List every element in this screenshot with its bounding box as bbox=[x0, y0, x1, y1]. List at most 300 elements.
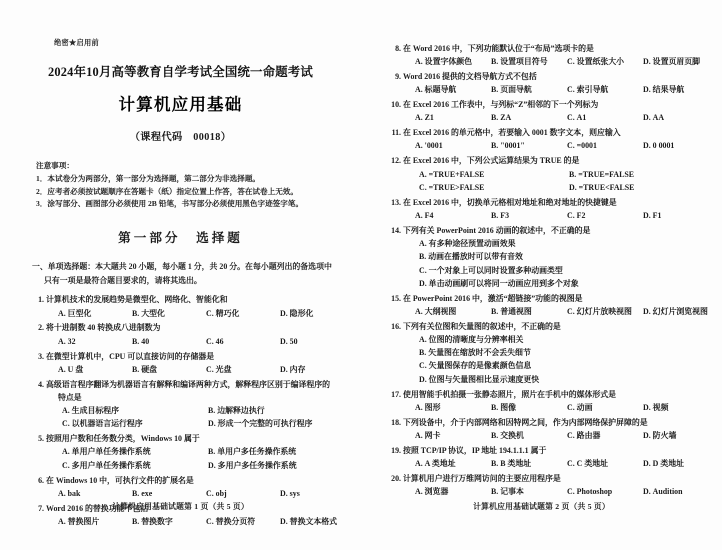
option-label: A. bbox=[415, 306, 423, 316]
option-text: 图形 bbox=[424, 402, 441, 412]
option-label: C. bbox=[206, 488, 214, 498]
option-b[interactable] bbox=[132, 307, 206, 320]
option-label: B. bbox=[132, 516, 140, 526]
option-a[interactable] bbox=[58, 515, 132, 528]
question-item bbox=[389, 42, 719, 69]
option-text: 生成目标程序 bbox=[71, 406, 120, 416]
option-text: F1 bbox=[652, 210, 662, 220]
question-text: 计算机用户进行万维网访问的主要应用程序是 bbox=[403, 473, 561, 483]
option-d[interactable] bbox=[208, 459, 354, 472]
option-c[interactable] bbox=[567, 209, 643, 222]
option-a[interactable] bbox=[415, 139, 491, 152]
option-group bbox=[389, 111, 719, 124]
option-label: D. bbox=[643, 487, 651, 496]
option-text: 单击动画刷可以将同一动画应用到多个对象 bbox=[428, 278, 579, 288]
option-label: A. bbox=[58, 488, 66, 498]
option-text: 页面导航 bbox=[500, 85, 532, 95]
question-item bbox=[389, 416, 719, 443]
option-row bbox=[58, 363, 354, 376]
option-d[interactable] bbox=[643, 209, 719, 222]
option-group bbox=[32, 487, 354, 500]
question-item bbox=[389, 292, 719, 319]
option-a[interactable] bbox=[419, 168, 569, 181]
option-text: B 类地址 bbox=[500, 458, 532, 468]
option-label: A. bbox=[415, 487, 423, 496]
option-label: B. bbox=[491, 210, 499, 220]
question-item bbox=[32, 293, 354, 320]
option-text: 防火墙 bbox=[652, 430, 677, 440]
option-b[interactable] bbox=[132, 363, 206, 376]
option-a[interactable] bbox=[415, 401, 491, 414]
option-label: C. bbox=[419, 265, 427, 275]
option-c[interactable] bbox=[567, 305, 643, 318]
option-row bbox=[415, 305, 719, 318]
question-number: 18. bbox=[391, 417, 401, 427]
option-label: A. bbox=[415, 113, 423, 123]
option-b[interactable] bbox=[491, 111, 567, 124]
option-b[interactable] bbox=[491, 457, 567, 470]
question-stem bbox=[32, 378, 354, 391]
option-text: 浏览器 bbox=[424, 487, 449, 496]
option-text: =0001 bbox=[576, 141, 597, 151]
option-d[interactable] bbox=[419, 277, 719, 290]
option-label: D. bbox=[280, 336, 288, 346]
option-a[interactable] bbox=[415, 111, 491, 124]
option-text: F4 bbox=[424, 210, 434, 220]
option-label: C. bbox=[567, 458, 575, 468]
option-text: exe bbox=[141, 488, 153, 498]
option-b[interactable] bbox=[132, 515, 206, 528]
exam-notes bbox=[36, 160, 347, 210]
question-stem bbox=[389, 320, 719, 333]
question-item bbox=[32, 432, 354, 472]
option-group bbox=[32, 445, 354, 472]
option-c[interactable] bbox=[206, 487, 280, 500]
option-b[interactable] bbox=[491, 209, 567, 222]
option-d[interactable] bbox=[208, 417, 354, 430]
option-text: D 类地址 bbox=[652, 458, 685, 468]
exam-title: 2024年10月高等教育自学考试全国统一命题考试 bbox=[47, 65, 313, 79]
question-stem bbox=[389, 42, 719, 55]
option-a[interactable] bbox=[415, 485, 491, 498]
option-text: 大型化 bbox=[141, 308, 165, 318]
option-d[interactable] bbox=[280, 335, 354, 348]
question-text: Word 2016 的替换功能不包括 bbox=[46, 503, 149, 513]
question-item bbox=[389, 70, 719, 97]
option-row bbox=[58, 515, 354, 528]
option-row bbox=[58, 307, 354, 320]
option-a[interactable] bbox=[415, 83, 491, 96]
question-text: 按照用户数和任务数分类，Windows 10 属于 bbox=[46, 434, 200, 444]
option-label: D. bbox=[280, 364, 288, 374]
question-stem bbox=[389, 472, 719, 485]
option-row bbox=[419, 264, 719, 277]
option-d[interactable] bbox=[643, 305, 719, 318]
option-d[interactable] bbox=[643, 457, 719, 470]
option-a[interactable] bbox=[58, 363, 132, 376]
option-a[interactable] bbox=[415, 457, 491, 470]
option-text: 形成一个完整的可执行程序 bbox=[217, 419, 313, 429]
option-c[interactable] bbox=[567, 111, 643, 124]
option-d[interactable] bbox=[280, 515, 354, 528]
question-list-page2 bbox=[389, 42, 719, 498]
option-b[interactable] bbox=[491, 139, 567, 152]
option-c[interactable] bbox=[567, 139, 643, 152]
option-label: D. bbox=[643, 306, 651, 316]
option-text: 网卡 bbox=[424, 430, 441, 440]
option-a[interactable] bbox=[62, 445, 208, 458]
question-text: 在 PowerPoint 2016 中，激活“超链接”功能的视图是 bbox=[403, 293, 583, 303]
option-label: B. bbox=[491, 113, 499, 123]
question-number: 8. bbox=[395, 44, 401, 53]
question-number: 3. bbox=[38, 351, 44, 361]
option-b[interactable] bbox=[491, 55, 567, 68]
option-label: B. bbox=[491, 458, 499, 468]
note-item: 1．本试卷分为两部分，第一部分为选择题，第二部分为非选择题。 bbox=[36, 174, 261, 184]
option-text: Z1 bbox=[424, 113, 434, 123]
option-group bbox=[389, 55, 719, 68]
option-group bbox=[389, 401, 719, 414]
option-c[interactable] bbox=[567, 55, 643, 68]
secrecy-mark: 绝密★启用前 bbox=[54, 39, 99, 47]
option-c[interactable] bbox=[206, 363, 280, 376]
option-label: A. bbox=[58, 336, 66, 346]
option-label: D. bbox=[419, 374, 427, 384]
option-text: 图像 bbox=[500, 402, 517, 412]
option-text: 巨型化 bbox=[67, 308, 92, 318]
option-group bbox=[32, 515, 354, 528]
question-text: 使用智能手机拍摄一张静态照片，照片在手机中的媒体形式是 bbox=[403, 389, 617, 399]
question-stem bbox=[32, 321, 354, 334]
option-a[interactable] bbox=[58, 487, 132, 500]
option-text: 设置纸张大小 bbox=[576, 57, 625, 67]
question-list-page1 bbox=[32, 293, 354, 528]
option-label: B. bbox=[491, 141, 499, 151]
option-a[interactable] bbox=[415, 209, 491, 222]
option-group bbox=[32, 363, 354, 376]
option-label: C. bbox=[206, 364, 214, 374]
option-text: 单用户单任务操作系统 bbox=[71, 447, 151, 457]
option-row bbox=[415, 209, 719, 222]
question-item bbox=[389, 196, 719, 223]
question-stem bbox=[32, 350, 354, 363]
question-text: 高级语言程序翻译为机器语言有解释和编译两种方式，解释程序区别于编译程序的 bbox=[46, 379, 331, 389]
option-a[interactable] bbox=[415, 305, 491, 318]
question-text: Word 2016 提供的文档导航方式不包括 bbox=[403, 72, 537, 82]
option-text: obj bbox=[215, 488, 227, 498]
option-a[interactable] bbox=[58, 307, 132, 320]
option-c[interactable] bbox=[62, 459, 208, 472]
question-number: 6. bbox=[38, 475, 44, 485]
section-intro bbox=[32, 260, 342, 287]
option-text: 幻灯片浏览视图 bbox=[652, 306, 708, 316]
option-text: 矢量图保存的是像素颜色信息 bbox=[428, 361, 532, 371]
option-d[interactable] bbox=[280, 487, 354, 500]
question-text: 在 Excel 2016 中，下列公式运算结果为 TRUE 的是 bbox=[403, 156, 580, 166]
option-text: 标题导航 bbox=[424, 85, 457, 95]
option-text: C 类地址 bbox=[576, 458, 609, 468]
page-footer: 计算机应用基础试题第 1 页（共 5 页） bbox=[112, 502, 249, 511]
question-number: 20. bbox=[391, 473, 401, 483]
question-text: 下列有关 PowerPoint 2016 动画的叙述中，不正确的是 bbox=[403, 225, 591, 235]
option-text: =TRUE+FALSE bbox=[428, 169, 485, 179]
option-b[interactable] bbox=[491, 83, 567, 96]
option-label: A. bbox=[415, 402, 423, 412]
option-text: 边解释边执行 bbox=[217, 406, 265, 416]
option-label: A. bbox=[58, 516, 66, 526]
option-label: B. bbox=[208, 447, 216, 457]
option-text: 替换数字 bbox=[141, 516, 173, 526]
option-text: 设置项目符号 bbox=[500, 57, 548, 67]
option-text: A 类地址 bbox=[424, 458, 456, 468]
question-item bbox=[389, 224, 719, 290]
option-group bbox=[389, 168, 719, 195]
option-text: 普通视图 bbox=[500, 306, 532, 316]
option-text: sys bbox=[289, 488, 300, 498]
question-item bbox=[389, 98, 719, 125]
question-item bbox=[389, 154, 719, 194]
option-text: 路由器 bbox=[576, 430, 601, 440]
option-text: Photoshop bbox=[576, 487, 613, 496]
question-number: 14. bbox=[391, 225, 401, 235]
option-label: A. bbox=[62, 447, 70, 457]
option-label: B. bbox=[132, 336, 140, 346]
option-c[interactable] bbox=[419, 264, 719, 277]
question-text: 在 Excel 2016 中，切换单元格相对地址和绝对地址的快捷键是 bbox=[403, 197, 617, 207]
option-row bbox=[419, 359, 719, 372]
option-d[interactable] bbox=[280, 363, 354, 376]
option-text: U 盘 bbox=[67, 364, 84, 374]
option-label: A. bbox=[419, 238, 427, 248]
option-label: A. bbox=[415, 85, 423, 95]
option-label: B. bbox=[569, 169, 577, 179]
option-text: 视频 bbox=[652, 402, 669, 412]
option-d[interactable] bbox=[643, 429, 719, 442]
question-stem bbox=[32, 432, 354, 445]
option-text: 替换分页符 bbox=[215, 516, 256, 526]
option-d[interactable] bbox=[643, 83, 719, 96]
option-text: 隐形化 bbox=[289, 308, 314, 318]
option-text: 多用户多任务操作系统 bbox=[217, 460, 297, 470]
option-b[interactable] bbox=[419, 346, 719, 359]
option-b[interactable] bbox=[132, 487, 206, 500]
option-b[interactable] bbox=[569, 168, 719, 181]
option-c[interactable] bbox=[567, 401, 643, 414]
option-group bbox=[389, 305, 719, 318]
option-c[interactable] bbox=[419, 181, 569, 194]
option-c[interactable] bbox=[206, 515, 280, 528]
option-row bbox=[415, 429, 719, 442]
option-d[interactable] bbox=[643, 401, 719, 414]
option-text: AA bbox=[652, 113, 665, 123]
option-label: B. bbox=[491, 430, 499, 440]
option-label: C. bbox=[62, 419, 70, 429]
option-label: C. bbox=[567, 430, 575, 440]
question-number: 5. bbox=[38, 434, 44, 444]
question-text: 按照 TCP/IP 协议，IP 地址 194.1.1.1 属于 bbox=[403, 445, 547, 455]
option-a[interactable] bbox=[419, 237, 719, 250]
question-number: 11. bbox=[391, 128, 401, 138]
option-a[interactable] bbox=[419, 333, 719, 346]
option-text: 记事本 bbox=[500, 487, 524, 496]
option-label: C. bbox=[567, 141, 575, 151]
option-label: A. bbox=[415, 57, 423, 67]
note-item: 3．涂写部分、画图部分必须使用 2B 铅笔，书写部分必须使用黑色字迹签字笔。 bbox=[36, 198, 304, 208]
question-number: 10. bbox=[391, 100, 401, 110]
option-d[interactable] bbox=[419, 373, 719, 386]
option-text: '0001 bbox=[424, 141, 443, 151]
option-text: Audition bbox=[652, 487, 683, 496]
question-stem bbox=[389, 388, 719, 401]
question-stem bbox=[389, 224, 719, 237]
option-a[interactable] bbox=[415, 429, 491, 442]
option-label: D. bbox=[280, 308, 288, 318]
option-label: C. bbox=[567, 57, 575, 67]
option-label: D. bbox=[643, 57, 651, 67]
option-label: A. bbox=[419, 334, 427, 344]
option-text: 多用户单任务操作系统 bbox=[71, 460, 151, 470]
option-label: D. bbox=[280, 488, 288, 498]
option-d[interactable] bbox=[643, 485, 719, 498]
question-item bbox=[32, 474, 354, 501]
option-label: C. bbox=[206, 308, 214, 318]
question-number: 15. bbox=[391, 293, 401, 303]
question-number: 7. bbox=[38, 503, 44, 513]
question-number: 13. bbox=[391, 197, 401, 207]
option-text: A1 bbox=[576, 113, 587, 123]
option-group bbox=[389, 139, 719, 152]
option-label: A. bbox=[419, 169, 427, 179]
option-d[interactable] bbox=[643, 111, 719, 124]
option-label: B. bbox=[491, 402, 499, 412]
option-label: C. bbox=[567, 487, 575, 496]
option-label: D. bbox=[643, 402, 651, 412]
option-b[interactable] bbox=[132, 335, 206, 348]
option-label: B. bbox=[132, 488, 140, 498]
option-text: 替换图片 bbox=[67, 516, 100, 526]
option-d[interactable] bbox=[569, 181, 719, 194]
option-text: F3 bbox=[500, 210, 510, 220]
option-label: C. bbox=[567, 113, 575, 123]
option-label: C. bbox=[206, 336, 214, 346]
option-label: B. bbox=[491, 306, 499, 316]
option-row bbox=[415, 457, 719, 470]
option-row bbox=[62, 417, 354, 430]
option-c[interactable] bbox=[206, 335, 280, 348]
option-label: C. bbox=[567, 402, 575, 412]
option-d[interactable] bbox=[643, 55, 719, 68]
option-b[interactable] bbox=[208, 445, 354, 458]
option-c[interactable] bbox=[62, 417, 208, 430]
option-text: 单用户多任务操作系统 bbox=[217, 447, 297, 457]
option-label: A. bbox=[415, 458, 423, 468]
option-b[interactable] bbox=[208, 404, 354, 417]
question-text: 下列设备中，介于内部网络和因特网之间，作为内部网络保护屏障的是 bbox=[403, 417, 648, 427]
option-b[interactable] bbox=[491, 305, 567, 318]
option-c[interactable] bbox=[567, 485, 643, 498]
option-c[interactable] bbox=[567, 429, 643, 442]
option-label: A. bbox=[415, 430, 423, 440]
question-stem bbox=[389, 292, 719, 305]
option-row bbox=[419, 237, 719, 250]
option-label: D. bbox=[419, 278, 427, 288]
option-label: B. bbox=[208, 406, 216, 416]
question-item bbox=[389, 444, 719, 471]
option-d[interactable] bbox=[643, 139, 719, 152]
option-text: 替换文本格式 bbox=[289, 516, 338, 526]
option-text: 内存 bbox=[289, 364, 306, 374]
option-label: B. bbox=[491, 57, 499, 67]
question-text: 下列有关位图和矢量图的叙述中，不正确的是 bbox=[403, 321, 561, 331]
option-label: A. bbox=[58, 308, 66, 318]
question-item bbox=[32, 321, 354, 348]
option-b[interactable] bbox=[491, 485, 567, 498]
option-label: C. bbox=[567, 85, 575, 95]
option-label: D. bbox=[208, 419, 216, 429]
question-stem bbox=[389, 98, 719, 111]
option-c[interactable] bbox=[567, 457, 643, 470]
option-c[interactable] bbox=[206, 307, 280, 320]
option-text: 一个对象上可以同时设置多种动画类型 bbox=[428, 265, 563, 275]
option-label: D. bbox=[569, 182, 577, 192]
option-row bbox=[415, 401, 719, 414]
question-stem bbox=[389, 444, 719, 457]
question-text: 计算机技术的发展趋势是微型化、网络化、智能化和 bbox=[46, 295, 228, 305]
option-group bbox=[389, 457, 719, 470]
option-text: 结果导航 bbox=[652, 85, 685, 95]
question-stem bbox=[389, 126, 719, 139]
question-text: 在微型计算机中，CPU 可以直接访问的存储器是 bbox=[46, 351, 215, 361]
question-item bbox=[32, 350, 354, 377]
option-row bbox=[58, 335, 354, 348]
option-text: =TRUE>FALSE bbox=[428, 182, 485, 192]
option-row bbox=[415, 83, 719, 96]
option-text: bak bbox=[67, 488, 81, 498]
option-row bbox=[419, 168, 719, 181]
option-row bbox=[419, 250, 719, 263]
option-label: D. bbox=[643, 85, 651, 95]
option-label: C. bbox=[62, 460, 70, 470]
option-row bbox=[415, 485, 719, 498]
section-intro-line2: 只有一项是最符合题目要求的，请将其选出。 bbox=[44, 275, 202, 285]
option-c[interactable] bbox=[567, 83, 643, 96]
option-label: A. bbox=[58, 364, 66, 374]
question-number: 9. bbox=[395, 72, 401, 82]
option-a[interactable] bbox=[415, 55, 491, 68]
part-heading: 第一部分 选择题 bbox=[118, 231, 243, 246]
option-d[interactable] bbox=[280, 307, 354, 320]
option-label: B. bbox=[419, 348, 427, 358]
option-a[interactable] bbox=[58, 335, 132, 348]
option-b[interactable] bbox=[419, 250, 719, 263]
option-c[interactable] bbox=[419, 359, 719, 372]
option-row bbox=[419, 181, 719, 194]
question-number: 17. bbox=[391, 389, 401, 399]
option-group bbox=[389, 485, 719, 498]
option-group bbox=[32, 335, 354, 348]
option-row bbox=[419, 373, 719, 386]
option-b[interactable] bbox=[491, 429, 567, 442]
question-item bbox=[389, 320, 719, 386]
option-b[interactable] bbox=[491, 401, 567, 414]
option-label: D. bbox=[643, 113, 651, 123]
option-row bbox=[58, 487, 354, 500]
option-text: =TRUE=FALSE bbox=[578, 169, 635, 179]
option-label: D. bbox=[643, 430, 651, 440]
question-text: 在 Excel 2016 工作表中，与列标“Z”相邻的下一个列标为 bbox=[403, 100, 599, 110]
option-text: 动画 bbox=[576, 402, 593, 412]
option-a[interactable] bbox=[62, 404, 208, 417]
